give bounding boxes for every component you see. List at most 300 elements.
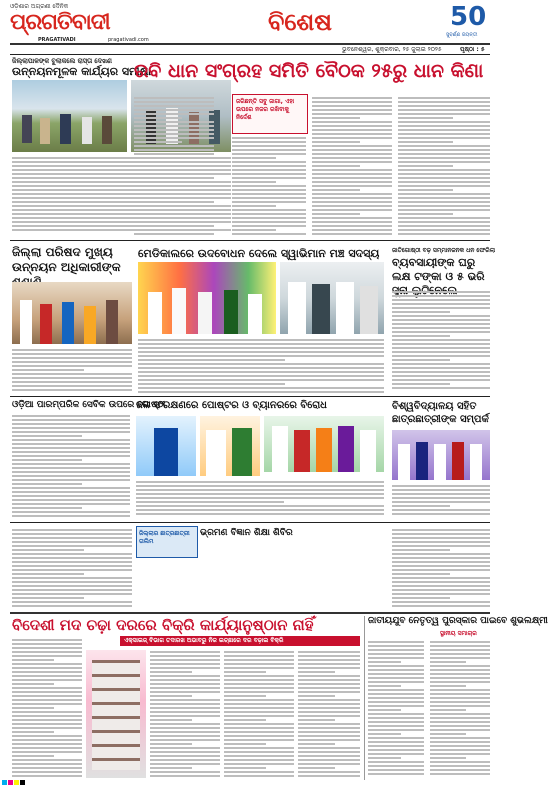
main-box [232, 94, 308, 134]
text-line [368, 753, 424, 755]
text-line [150, 699, 220, 701]
text-line [224, 735, 294, 737]
text-line [150, 767, 192, 769]
text-line [232, 185, 306, 187]
text-line [12, 549, 84, 551]
text-line [232, 149, 306, 151]
text-line [136, 501, 284, 503]
text-line [138, 363, 384, 365]
text-line [430, 757, 466, 759]
text-line [136, 485, 384, 487]
text-line [134, 161, 214, 163]
text-line [392, 319, 490, 321]
text-line [398, 117, 453, 119]
text-line [134, 149, 214, 151]
text-line [136, 513, 384, 515]
text-line [12, 423, 130, 425]
text-line [398, 121, 490, 123]
text-line [12, 389, 132, 391]
text-line [398, 185, 490, 187]
text-line [392, 351, 490, 353]
text-line [12, 671, 82, 673]
text-line [392, 335, 450, 337]
text-line [12, 711, 82, 713]
text-line [392, 497, 490, 499]
text-line [312, 121, 392, 123]
text-line [392, 545, 490, 547]
cyan-box-title: ଜିଲ୍ଲାର ଛାତ୍ରଛାତ୍ରୀ ତାଲିମ [139, 530, 190, 545]
text-line [392, 339, 490, 341]
text-line [150, 727, 220, 729]
text-line [298, 699, 360, 701]
text-line [138, 379, 384, 381]
text-line [12, 565, 132, 567]
registration-swatch-magenta [8, 780, 13, 785]
text-line [12, 667, 82, 669]
text-line [136, 505, 384, 507]
text-line [312, 133, 392, 135]
text-line [312, 185, 392, 187]
text-line [392, 367, 490, 369]
anniversary-number: 50 [450, 2, 487, 32]
text-line [12, 675, 82, 677]
text-line [298, 715, 360, 717]
text-line [430, 773, 490, 775]
text-line [224, 703, 294, 705]
text-line [398, 105, 490, 107]
text-line [12, 373, 132, 375]
text-line [368, 769, 424, 771]
text-line [12, 553, 132, 555]
text-line [224, 683, 294, 685]
text-line [12, 601, 132, 603]
text-line [398, 125, 490, 127]
bottom-right-headline: ଜାତୀୟଯୁବ ନେତୃତ୍ୱ ପୁରସ୍କାର ପାଇବେ ଶୁଭଲକ୍ଷ୍ମୀ [368, 616, 548, 626]
text-line [392, 557, 490, 559]
text-line [136, 489, 384, 491]
district-photo [12, 282, 132, 344]
text-line [398, 197, 490, 199]
text-line [392, 355, 490, 357]
text-line [12, 431, 130, 433]
text-line [134, 121, 214, 123]
text-line [138, 351, 384, 353]
text-line [224, 771, 294, 773]
text-line [368, 713, 424, 715]
text-line [138, 371, 384, 373]
text-line [12, 763, 82, 765]
text-line [12, 479, 130, 481]
text-line [392, 569, 490, 571]
text-line [232, 141, 306, 143]
text-line [368, 761, 424, 763]
text-line [232, 233, 306, 235]
text-line [298, 727, 360, 729]
text-line [398, 153, 490, 155]
text-line [12, 463, 130, 465]
bottom-red-bar [120, 636, 360, 646]
text-line [298, 667, 360, 669]
text-line [134, 181, 214, 183]
text-line [368, 765, 424, 767]
text-line [392, 375, 490, 377]
text-line [430, 689, 490, 691]
text-line [298, 723, 360, 725]
mid-center-photo-2 [200, 416, 260, 476]
mid-center-photo-1 [136, 416, 196, 476]
text-line [392, 307, 490, 309]
text-line [430, 729, 490, 731]
main-body-col1 [134, 96, 214, 236]
text-line [134, 145, 214, 147]
text-line [368, 701, 424, 703]
main-headline: ରବି ଧାନ ସଂଗ୍ରହ ସମିତି ବୈଠକ ୨୫ରୁ ଧାନ କିଣା [134, 60, 484, 82]
text-line [138, 343, 384, 345]
main-box-title: ଜଗିଛନ୍ତି ସବୁ ଜାଗା, ଏହା ଉପରେ ନଜର ରଖିବାକୁ ନିର୍ଦ୍ଦେଶ [236, 98, 295, 121]
rule-3 [10, 522, 490, 523]
text-line [298, 763, 360, 765]
left-top-kicker: ଜିଲ୍ଲାପାଳଙ୍କ ବୁଲାକଲେ ରାସ୍ତା ଦେଖଣ [12, 57, 112, 65]
cyan-box [136, 526, 198, 558]
text-line [134, 133, 214, 135]
text-line [224, 767, 266, 769]
text-line [392, 581, 490, 583]
text-line [298, 711, 360, 713]
text-line [392, 589, 490, 591]
text-line [12, 647, 82, 649]
text-line [312, 169, 392, 171]
text-line [298, 691, 360, 693]
text-line [398, 221, 490, 223]
text-line [430, 749, 490, 751]
text-line [398, 149, 490, 151]
text-line [12, 739, 82, 741]
text-line [134, 169, 214, 171]
text-line [392, 323, 490, 325]
text-line [232, 161, 306, 163]
text-line [12, 679, 82, 681]
text-line [134, 197, 214, 199]
text-line [134, 125, 214, 127]
text-line [368, 657, 424, 659]
text-line [312, 225, 392, 227]
text-line [12, 731, 54, 733]
text-line [368, 693, 424, 695]
text-line [312, 181, 392, 183]
text-line [392, 295, 490, 297]
university-headline: ବିଶ୍ୱବିଦ୍ୟାଳୟ ସହିତ ଛାତ୍ରଛାତ୍ରୀଙ୍କ ସମ୍ପର୍କ [392, 401, 489, 425]
text-line [392, 509, 490, 511]
text-line [368, 689, 424, 691]
text-line [12, 695, 82, 697]
text-line [398, 225, 490, 227]
text-line [312, 149, 392, 151]
text-line [224, 747, 294, 749]
text-line [392, 493, 490, 495]
text-line [134, 221, 214, 223]
text-line [430, 769, 490, 771]
text-line [12, 357, 132, 359]
mid-center-body [136, 480, 384, 518]
text-line [232, 201, 306, 203]
text-line [12, 353, 132, 355]
center-photo-1 [138, 262, 276, 334]
text-line [12, 581, 132, 583]
text-line [150, 711, 220, 713]
text-line [312, 101, 392, 103]
text-line [224, 763, 294, 765]
bottom-divider [364, 616, 365, 780]
text-line [232, 197, 306, 199]
text-line [392, 299, 490, 301]
right-kicker: ଜାତିଗୋଷ୍ଠୀ ବଢ଼ ସମ୍ମାନଜନକ ଧନ ଫେରିଲା [392, 247, 496, 254]
text-line [12, 735, 82, 737]
text-line [298, 731, 360, 733]
text-line [12, 455, 130, 457]
text-line [368, 705, 424, 707]
text-line [392, 573, 450, 575]
text-line [12, 687, 82, 689]
text-line [12, 529, 132, 531]
text-line [430, 685, 466, 687]
text-line [134, 233, 214, 235]
text-line [392, 489, 490, 491]
text-line [430, 641, 490, 643]
text-line [398, 213, 453, 215]
text-line [392, 315, 490, 317]
text-line [368, 681, 424, 683]
right-headline: ବ୍ୟବସାୟୀଙ୍କ ଘରୁ ଲକ୍ଷ ଟଙ୍କା ଓ ୫ ଭରି [392, 256, 485, 283]
text-line [232, 157, 276, 159]
text-line [12, 597, 84, 599]
text-line [312, 213, 360, 215]
text-line [298, 659, 360, 661]
text-line [232, 181, 276, 183]
text-line [398, 133, 490, 135]
text-line [224, 663, 294, 665]
masthead-tagline: ଓଡ଼ିଶାର ଅଗ୍ରଣୀ ଦୈନିକ [10, 3, 69, 10]
text-line [312, 205, 392, 207]
text-line [138, 375, 384, 377]
text-line [430, 713, 490, 715]
text-line [12, 541, 132, 543]
text-line [12, 419, 130, 421]
text-line [398, 181, 490, 183]
text-line [12, 593, 132, 595]
text-line [392, 327, 490, 329]
text-line [136, 481, 384, 483]
text-line [138, 383, 285, 385]
text-line [392, 363, 490, 365]
text-line [150, 759, 220, 761]
text-line [368, 717, 424, 719]
text-line [12, 475, 130, 477]
text-line [138, 355, 384, 357]
text-line [392, 565, 490, 567]
text-line [430, 721, 490, 723]
text-line [392, 371, 490, 373]
text-line [392, 561, 490, 563]
text-line [12, 487, 130, 489]
text-line [398, 161, 490, 163]
text-line [12, 515, 130, 517]
text-line [398, 141, 453, 143]
text-line [224, 711, 294, 713]
text-line [298, 747, 360, 749]
text-line [392, 553, 490, 555]
text-line [12, 743, 82, 745]
text-line [312, 193, 392, 195]
text-line [224, 723, 294, 725]
text-line [134, 205, 214, 207]
text-line [224, 719, 266, 721]
text-line [392, 347, 490, 349]
text-line [134, 217, 214, 219]
text-line [398, 145, 490, 147]
text-line [430, 697, 490, 699]
text-line [398, 137, 490, 139]
text-line [298, 651, 360, 653]
low-mid-body [12, 528, 132, 608]
text-line [150, 775, 220, 777]
text-line [134, 201, 214, 203]
text-line [224, 739, 294, 741]
text-line [150, 659, 220, 661]
text-line [392, 505, 450, 507]
text-line [312, 201, 392, 203]
text-line [298, 671, 335, 673]
text-line [150, 747, 220, 749]
text-line [150, 683, 220, 685]
bottom-body-col4 [298, 650, 360, 778]
text-line [136, 497, 384, 499]
text-line [392, 577, 490, 579]
text-line [312, 157, 392, 159]
text-line [224, 651, 294, 653]
text-line [150, 771, 220, 773]
text-line [224, 731, 294, 733]
text-line [232, 189, 306, 191]
text-line [12, 771, 82, 773]
text-line [312, 129, 392, 131]
right-body [392, 290, 490, 390]
text-line [312, 165, 360, 167]
bottom-right-kicker: ସ୍ଥାନୀୟ ସମାଚାର [440, 630, 477, 637]
text-line [232, 137, 306, 139]
text-line [430, 737, 490, 739]
text-line [224, 751, 294, 753]
text-line [12, 659, 54, 661]
text-line [12, 225, 143, 227]
text-line [150, 671, 192, 673]
text-line [368, 669, 424, 671]
text-line [232, 225, 306, 227]
text-line [312, 217, 392, 219]
text-line [312, 233, 392, 235]
text-line [430, 653, 490, 655]
text-line [138, 391, 384, 393]
text-line [368, 773, 424, 775]
text-line [134, 113, 214, 115]
anniversary-logo [442, 4, 492, 40]
text-line [430, 665, 490, 667]
text-line [224, 755, 294, 757]
page-label: ପୃଷ୍ଠା : ୫ [460, 46, 485, 53]
text-line [138, 367, 384, 369]
text-line [150, 763, 220, 765]
text-line [312, 177, 392, 179]
text-line [430, 717, 490, 719]
text-line [12, 381, 132, 383]
text-line [12, 443, 130, 445]
text-line [150, 707, 220, 709]
text-line [12, 755, 54, 757]
text-line [12, 561, 132, 563]
logo-text: ପ୍ରଗତିବାଦୀ [10, 10, 110, 35]
text-line [368, 697, 424, 699]
text-line [430, 657, 490, 659]
text-line [232, 205, 276, 207]
text-line [134, 225, 214, 227]
logo-sub-right: pragativadi.com [108, 37, 149, 43]
text-line [150, 751, 220, 753]
text-line [134, 137, 214, 139]
text-line [232, 209, 306, 211]
text-line [12, 349, 132, 351]
text-line [430, 725, 490, 727]
registration-swatch-cyan [2, 780, 7, 785]
text-line [134, 97, 214, 99]
text-line [430, 649, 490, 651]
text-line [392, 585, 490, 587]
text-line [150, 655, 220, 657]
text-line [232, 229, 276, 231]
text-line [368, 641, 424, 643]
text-line [150, 755, 220, 757]
text-line [312, 105, 392, 107]
text-line [392, 303, 490, 305]
text-line [398, 109, 490, 111]
text-line [12, 707, 54, 709]
bottom-right-body-col2 [430, 640, 490, 778]
text-line [430, 705, 490, 707]
text-line [368, 665, 424, 667]
text-line [12, 427, 130, 429]
text-line [430, 765, 490, 767]
text-line [12, 507, 82, 509]
text-line [134, 189, 182, 191]
text-line [150, 651, 220, 653]
rule-2 [10, 396, 490, 397]
text-line [224, 655, 294, 657]
text-line [12, 723, 82, 725]
text-line [232, 145, 306, 147]
text-line [398, 101, 490, 103]
text-line [392, 291, 490, 293]
text-line [232, 193, 306, 195]
text-line [12, 459, 82, 461]
text-line [12, 503, 130, 505]
bottom-body-col1 [12, 638, 82, 778]
text-line [134, 117, 182, 119]
text-line [12, 483, 82, 485]
text-line [232, 169, 306, 171]
text-line [224, 759, 294, 761]
text-line [224, 671, 266, 673]
text-line [12, 201, 143, 203]
text-line [224, 687, 294, 689]
text-line [232, 165, 306, 167]
